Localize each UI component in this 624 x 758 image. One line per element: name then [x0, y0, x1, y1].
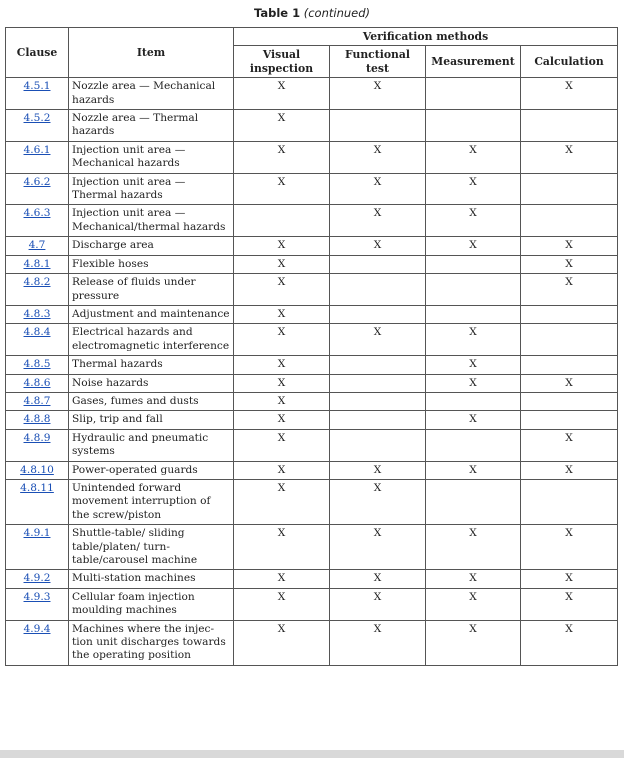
header-verification-methods: Verification methods — [234, 28, 618, 46]
header-measurement: Measurement — [426, 46, 521, 78]
measurement-mark: X — [426, 411, 521, 429]
measurement-mark: X — [426, 570, 521, 588]
visual-inspection-mark: X — [234, 588, 330, 620]
calculation-mark — [521, 324, 618, 356]
measurement-mark — [426, 479, 521, 524]
calculation-mark — [521, 411, 618, 429]
table-row — [6, 525, 618, 570]
calculation-mark: X — [521, 525, 618, 570]
table-row — [6, 305, 618, 323]
table-row — [6, 78, 618, 110]
measurement-mark — [426, 110, 521, 142]
functional-test-mark — [330, 374, 426, 392]
clause-cell — [6, 392, 69, 410]
clause-cell — [6, 305, 69, 323]
clause-link[interactable]: 4.9.4 — [23, 622, 51, 635]
item-cell: Adjustment and maintenance — [69, 305, 234, 323]
calculation-mark: X — [521, 570, 618, 588]
calculation-mark — [521, 305, 618, 323]
item-cell: Noise hazards — [69, 374, 234, 392]
clause-link[interactable]: 4.8.8 — [23, 413, 51, 426]
item-cell: Discharge area — [69, 237, 234, 255]
functional-test-mark: X — [330, 570, 426, 588]
item-cell: Shuttle-table/ sliding table/platen/ turn-table/carousel machine — [69, 525, 234, 570]
clause-link[interactable]: 4.8.5 — [23, 358, 51, 371]
functional-test-mark: X — [330, 324, 426, 356]
calculation-mark — [521, 205, 618, 237]
functional-test-mark — [330, 429, 426, 461]
clause-cell — [6, 237, 69, 255]
clause-cell — [6, 78, 69, 110]
table-row — [6, 411, 618, 429]
calculation-mark — [521, 392, 618, 410]
clause-cell — [6, 588, 69, 620]
table-row — [6, 141, 618, 173]
visual-inspection-mark: X — [234, 78, 330, 110]
item-cell: Injection unit area — Thermal hazards — [69, 173, 234, 205]
visual-inspection-mark: X — [234, 173, 330, 205]
functional-test-mark — [330, 274, 426, 306]
clause-cell — [6, 570, 69, 588]
item-cell: Flexible hoses — [69, 255, 234, 273]
measurement-mark — [426, 255, 521, 273]
calculation-mark: X — [521, 620, 618, 665]
header-item: Item — [69, 28, 234, 78]
clause-link[interactable]: 4.8.4 — [23, 326, 51, 339]
clause-link[interactable]: 4.7 — [28, 239, 46, 252]
measurement-mark: X — [426, 620, 521, 665]
table-continued-note: (continued) — [303, 6, 371, 20]
measurement-mark: X — [426, 237, 521, 255]
functional-test-mark — [330, 255, 426, 273]
calculation-mark — [521, 110, 618, 142]
visual-inspection-mark: X — [234, 525, 330, 570]
clause-link[interactable]: 4.5.1 — [23, 80, 51, 93]
functional-test-mark — [330, 411, 426, 429]
functional-test-mark: X — [330, 237, 426, 255]
page-bottom-bar — [0, 750, 624, 758]
item-cell: Nozzle area — Thermal hazards — [69, 110, 234, 142]
table-row — [6, 620, 618, 665]
table-row — [6, 173, 618, 205]
functional-test-mark: X — [330, 525, 426, 570]
calculation-mark — [521, 356, 618, 374]
clause-link[interactable]: 4.8.7 — [23, 394, 51, 407]
calculation-mark: X — [521, 588, 618, 620]
functional-test-mark: X — [330, 205, 426, 237]
visual-inspection-mark: X — [234, 255, 330, 273]
visual-inspection-mark: X — [234, 429, 330, 461]
functional-test-mark: X — [330, 620, 426, 665]
clause-cell — [6, 374, 69, 392]
table-row — [6, 110, 618, 142]
measurement-mark: X — [426, 141, 521, 173]
functional-test-mark — [330, 392, 426, 410]
table-row — [6, 255, 618, 273]
functional-test-mark: X — [330, 461, 426, 479]
clause-link[interactable]: 4.8.6 — [23, 376, 51, 389]
clause-link[interactable]: 4.8.2 — [23, 276, 51, 289]
measurement-mark: X — [426, 173, 521, 205]
clause-link[interactable]: 4.8.11 — [20, 481, 54, 494]
table-caption — [0, 6, 624, 20]
item-cell: Unintended forward movement interruption of the screw/piston — [69, 479, 234, 524]
table-number: Table 1 — [253, 6, 301, 20]
calculation-mark: X — [521, 461, 618, 479]
table-row — [6, 374, 618, 392]
header-functional-test: Functional test — [330, 46, 426, 78]
functional-test-mark — [330, 356, 426, 374]
item-cell: Nozzle area — Mechanical hazards — [69, 78, 234, 110]
clause-cell — [6, 205, 69, 237]
table-row — [6, 392, 618, 410]
item-cell: Cellular foam injection moulding machines — [69, 588, 234, 620]
item-cell: Injection unit area — Mechanical hazards — [69, 141, 234, 173]
measurement-mark — [426, 429, 521, 461]
item-cell: Power-operated guards — [69, 461, 234, 479]
clause-cell — [6, 525, 69, 570]
functional-test-mark — [330, 305, 426, 323]
table-row — [6, 479, 618, 524]
visual-inspection-mark: X — [234, 305, 330, 323]
visual-inspection-mark: X — [234, 620, 330, 665]
measurement-mark — [426, 392, 521, 410]
visual-inspection-mark: X — [234, 411, 330, 429]
measurement-mark: X — [426, 374, 521, 392]
clause-cell — [6, 461, 69, 479]
clause-cell — [6, 255, 69, 273]
item-cell: Gases, fumes and dusts — [69, 392, 234, 410]
functional-test-mark: X — [330, 588, 426, 620]
clause-cell — [6, 324, 69, 356]
table-row — [6, 356, 618, 374]
measurement-mark — [426, 305, 521, 323]
clause-cell — [6, 356, 69, 374]
clause-link[interactable]: 4.9.2 — [23, 572, 51, 585]
visual-inspection-mark: X — [234, 479, 330, 524]
clause-link[interactable]: 4.8.9 — [23, 431, 51, 444]
visual-inspection-mark — [234, 205, 330, 237]
table-row — [6, 324, 618, 356]
visual-inspection-mark: X — [234, 110, 330, 142]
visual-inspection-mark: X — [234, 570, 330, 588]
table-body — [6, 78, 618, 666]
calculation-mark: X — [521, 255, 618, 273]
functional-test-mark: X — [330, 141, 426, 173]
functional-test-mark: X — [330, 173, 426, 205]
header-visual-inspection: Visual inspection — [234, 46, 330, 78]
calculation-mark: X — [521, 237, 618, 255]
table-row — [6, 205, 618, 237]
calculation-mark: X — [521, 429, 618, 461]
item-cell: Injection unit area — Mechanical/thermal hazards — [69, 205, 234, 237]
measurement-mark: X — [426, 205, 521, 237]
clause-cell — [6, 274, 69, 306]
calculation-mark — [521, 173, 618, 205]
table-row — [6, 461, 618, 479]
clause-cell — [6, 620, 69, 665]
clause-cell — [6, 479, 69, 524]
header-clause: Clause — [6, 28, 69, 78]
table-row — [6, 588, 618, 620]
verification-table — [5, 27, 618, 666]
item-cell: Thermal hazards — [69, 356, 234, 374]
calculation-mark: X — [521, 374, 618, 392]
measurement-mark: X — [426, 525, 521, 570]
item-cell: Hydraulic and pneumatic systems — [69, 429, 234, 461]
clause-link[interactable]: 4.8.1 — [23, 257, 51, 270]
clause-link[interactable]: 4.9.1 — [23, 527, 51, 540]
table-row — [6, 570, 618, 588]
visual-inspection-mark: X — [234, 356, 330, 374]
clause-cell — [6, 141, 69, 173]
functional-test-mark: X — [330, 78, 426, 110]
clause-cell — [6, 110, 69, 142]
measurement-mark: X — [426, 356, 521, 374]
measurement-mark: X — [426, 461, 521, 479]
item-cell: Machines where the injec-tion unit discharges towards the operating position — [69, 620, 234, 665]
header-calculation: Calculation — [521, 46, 618, 78]
measurement-mark — [426, 274, 521, 306]
visual-inspection-mark: X — [234, 237, 330, 255]
calculation-mark: X — [521, 274, 618, 306]
visual-inspection-mark: X — [234, 374, 330, 392]
clause-link[interactable]: 4.6.2 — [23, 175, 51, 188]
clause-cell — [6, 173, 69, 205]
visual-inspection-mark: X — [234, 461, 330, 479]
clause-link[interactable]: 4.8.3 — [23, 307, 51, 320]
table-row — [6, 429, 618, 461]
calculation-mark: X — [521, 141, 618, 173]
clause-cell — [6, 429, 69, 461]
clause-link[interactable]: 4.9.3 — [23, 590, 51, 603]
functional-test-mark — [330, 110, 426, 142]
clause-link[interactable]: 4.6.3 — [23, 207, 51, 220]
clause-link[interactable]: 4.6.1 — [23, 143, 51, 156]
item-cell: Slip, trip and fall — [69, 411, 234, 429]
calculation-mark: X — [521, 78, 618, 110]
table-row — [6, 274, 618, 306]
visual-inspection-mark: X — [234, 141, 330, 173]
item-cell: Electrical hazards and electromagnetic interference — [69, 324, 234, 356]
measurement-mark: X — [426, 324, 521, 356]
calculation-mark — [521, 479, 618, 524]
visual-inspection-mark: X — [234, 392, 330, 410]
item-cell: Multi-station machines — [69, 570, 234, 588]
visual-inspection-mark: X — [234, 324, 330, 356]
clause-link[interactable]: 4.8.10 — [20, 463, 54, 476]
clause-link[interactable]: 4.5.2 — [23, 112, 51, 125]
item-cell: Release of fluids under pressure — [69, 274, 234, 306]
functional-test-mark: X — [330, 479, 426, 524]
measurement-mark: X — [426, 588, 521, 620]
measurement-mark — [426, 78, 521, 110]
visual-inspection-mark: X — [234, 274, 330, 306]
clause-cell — [6, 411, 69, 429]
table-row — [6, 237, 618, 255]
